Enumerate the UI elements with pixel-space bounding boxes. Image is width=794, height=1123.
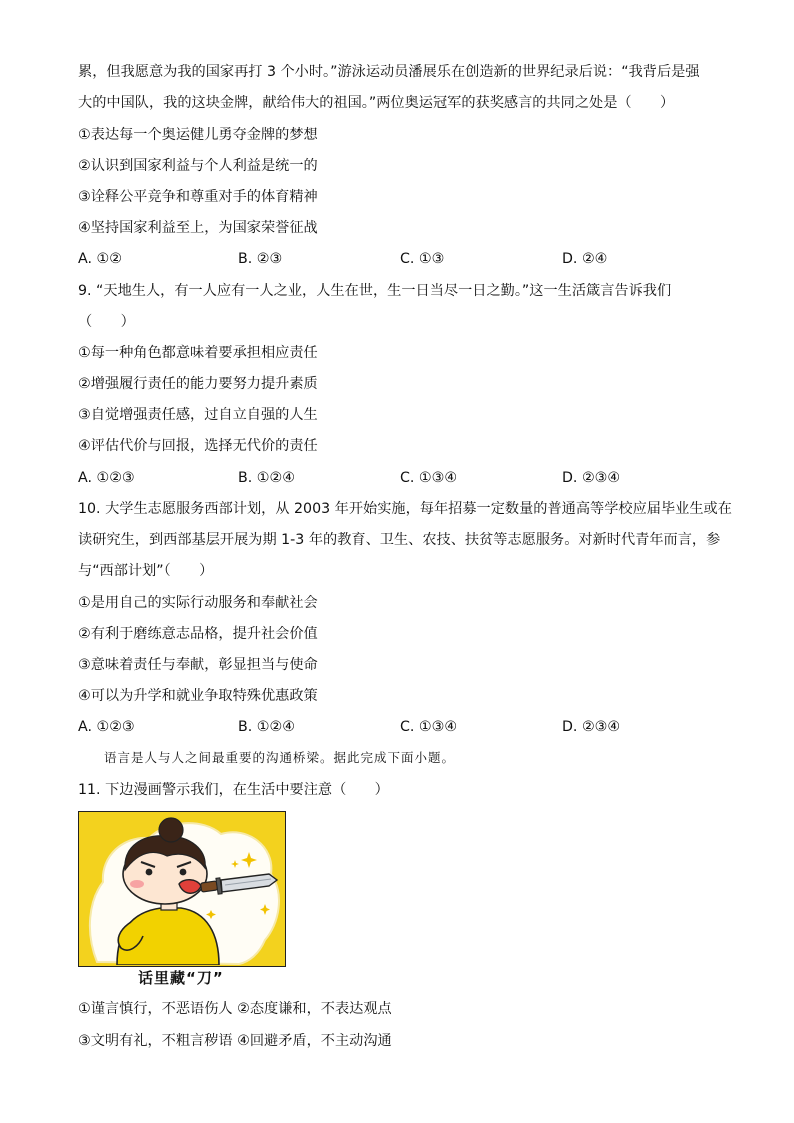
q8-option-d[interactable]: D. ②④ [562,251,608,267]
q8-statement-2: ②认识到国家利益与个人利益是统一的 [78,158,318,174]
q8-statement-3: ③诠释公平竞争和尊重对手的体育精神 [78,189,318,205]
q11-statements-line-2: ③文明有礼，不粗言秽语 ④回避矛盾，不主动沟通 [78,1033,392,1049]
q10-stem-line-1: 10. 大学生志愿服务西部计划，从 2003 年开始实施，每年招募一定数量的普通高等学校应届毕业生或在 [78,501,732,517]
cartoon-image [78,811,286,967]
q9-stem-line-2: （ ） [78,314,135,330]
knife-handle [201,881,218,892]
q11-stem: 11. 下边漫画警示我们，在生活中要注意（ ） [78,782,389,798]
q10-statement-2: ②有利于磨练意志品格，提升社会价值 [78,626,318,642]
q9-option-c[interactable]: C. ①③④ [400,470,458,486]
cartoon-illustration [79,812,284,965]
q10-statement-4: ④可以为升学和就业争取特殊优惠政策 [78,688,318,704]
girl-eye-right [180,869,187,876]
q8-stem-line-2: 大的中国队，我的这块金牌，献给伟大的祖国。”两位奥运冠军的获奖感言的共同之处是（ ） [78,95,675,111]
q10-options [78,717,718,737]
q8-option-a[interactable]: A. ①② [78,251,122,267]
girl-hair-bun [159,818,183,842]
q8-option-c[interactable]: C. ①③ [400,251,445,267]
q9-statement-1: ①每一种角色都意味着要承担相应责任 [78,345,318,361]
section-note: 语言是人与人之间最重要的沟通桥梁。据此完成下面小题。 [104,750,456,765]
q8-stem-line-1: 累，但我愿意为我的国家再打 3 个小时。”游泳运动员潘展乐在创造新的世界纪录后说：“我背后是强 [78,64,700,80]
cartoon-caption: 话里藏“刀” [138,969,224,987]
q9-statement-3: ③自觉增强责任感，过自立自强的人生 [78,407,318,423]
q10-stem-line-3: 与“西部计划”（ ） [78,563,214,579]
q9-statement-2: ②增强履行责任的能力要努力提升素质 [78,376,318,392]
q9-option-b[interactable]: B. ①②④ [238,470,295,486]
q9-options [78,468,718,488]
q10-stem-line-2: 读研究生，到西部基层开展为期 1-3 年的教育、卫生、农技、扶贫等志愿服务。对新时代青年而言，参 [78,532,721,548]
q8-statement-1: ①表达每一个奥运健儿勇夺金牌的梦想 [78,127,318,143]
q10-option-b[interactable]: B. ①②④ [238,719,295,735]
q10-option-c[interactable]: C. ①③④ [400,719,458,735]
q8-options [78,249,718,269]
q8-option-b[interactable]: B. ②③ [238,251,283,267]
q10-option-d[interactable]: D. ②③④ [562,719,621,735]
q10-statement-3: ③意味着责任与奉献，彰显担当与使命 [78,657,318,673]
q11-statements-line-1: ①谨言慎行，不恶语伤人 ②态度谦和，不表达观点 [78,1001,392,1017]
girl-eye-left [146,869,153,876]
q9-statement-4: ④评估代价与回报，选择无代价的责任 [78,438,318,454]
q10-statement-1: ①是用自己的实际行动服务和奉献社会 [78,595,318,611]
q9-option-a[interactable]: A. ①②③ [78,470,135,486]
q10-option-a[interactable]: A. ①②③ [78,719,135,735]
q8-statement-4: ④坚持国家利益至上，为国家荣誉征战 [78,220,318,236]
q9-stem-line-1: 9. “天地生人，有一人应有一人之业，人生在世，生一日当尽一日之勤。”这一生活箴言告诉我们 [78,283,672,299]
q9-option-d[interactable]: D. ②③④ [562,470,621,486]
